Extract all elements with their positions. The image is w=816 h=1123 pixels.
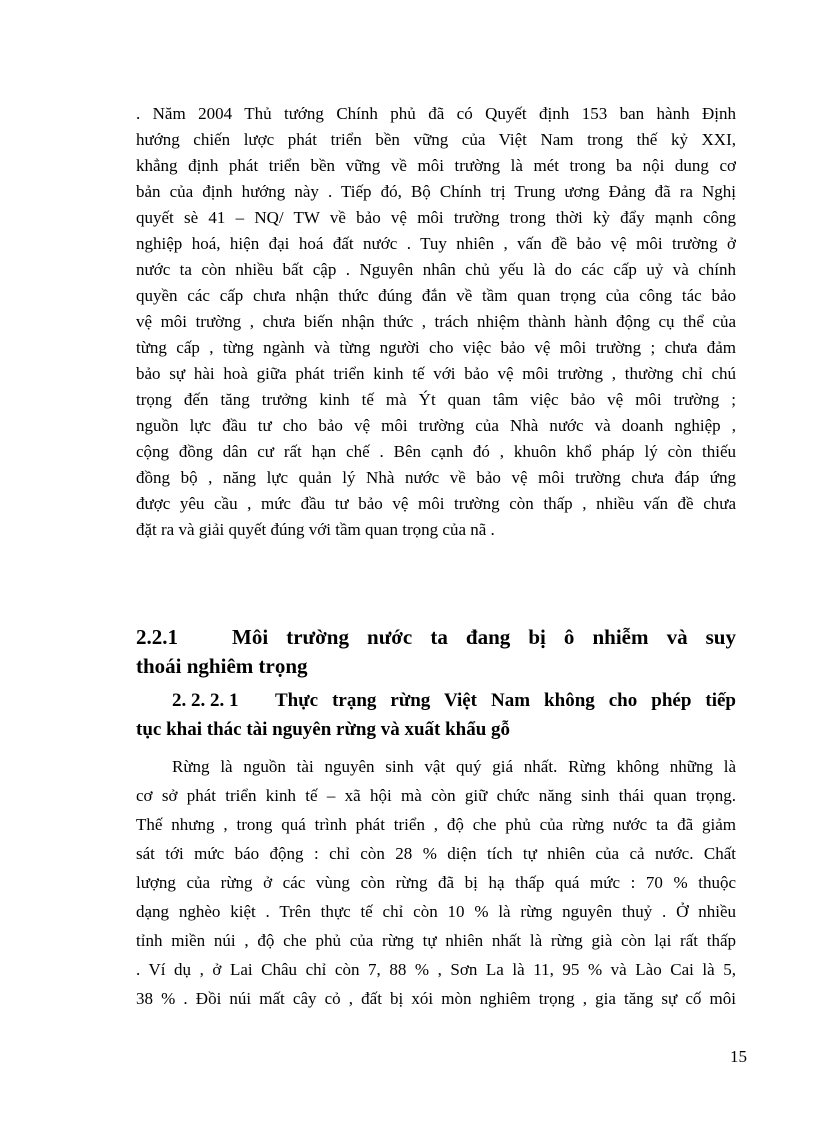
- text-line: đồng bộ , năng lực quản lý Nhà nước về bảo vệ môi trường chưa đáp ứng: [136, 468, 736, 487]
- text-line: được yêu cầu , mức đầu tư bảo vệ môi trường còn thấp , nhiều vấn đề chưa: [136, 494, 736, 513]
- text-line: nghiệp hoá, hiện đại hoá đất nước . Tuy nhiên , vấn đề bảo vệ môi trường ở: [136, 234, 736, 253]
- subsection-heading-2-2-2-1: [136, 686, 736, 744]
- text-line: tỉnh miền núi , độ che phủ của rừng tự nhiên nhất là rừng già còn lại rất thấp: [136, 931, 736, 950]
- text-line: sát tới mức báo động : chỉ còn 28 % diện tích tự nhiên của cả nước. Chất: [136, 844, 736, 863]
- subsection-title-line-1: Thực trạng rừng Việt Nam không cho phép tiếp: [275, 690, 736, 711]
- text-line: đặt ra và giải quyết đúng với tầm quan trọng của nã .: [136, 520, 495, 539]
- section-number: 2.2.1: [136, 625, 178, 649]
- subsection-number: 2. 2. 2. 1: [172, 690, 239, 711]
- text-line: từng cấp , từng ngành và từng người cho việc bảo vệ môi trường ; chưa đảm: [136, 338, 736, 357]
- text-line: quyền các cấp chưa nhận thức đúng đắn về tầm quan trọng của công tác bảo: [136, 286, 736, 305]
- text-line: . Ví dụ , ở Lai Châu chỉ còn 7, 88 % , Sơn La là 11, 95 % và Lào Cai là 5,: [136, 960, 736, 979]
- text-line: dạng nghèo kiệt . Trên thực tế chỉ còn 10 % là rừng nguyên thuỷ . Ở nhiều: [136, 902, 736, 921]
- text-line: vệ môi trường , chưa biến nhận thức , trách nhiệm thành hành động cụ thể của: [136, 312, 736, 331]
- text-line: 38 % . Đồi núi mất cây cỏ , đất bị xói mòn nghiêm trọng , gia tăng sự cố môi: [136, 989, 736, 1008]
- text-line: Thế nhưng , trong quá trình phát triển , độ che phủ của rừng nước ta đã giảm: [136, 815, 736, 834]
- text-line: khẳng định phát triển bền vững về môi trường là mét trong ba nội dung cơ: [136, 156, 736, 175]
- text-line: lượng của rừng ở các vùng còn rừng đã bị hạ thấp quá mức : 70 % thuộc: [136, 873, 736, 892]
- text-line: cơ sở phát triển kinh tế – xã hội mà còn giữ chức năng sinh thái quan trọng.: [136, 786, 736, 805]
- text-line: trọng đến tăng trưởng kinh tế mà Ýt quan tâm việc bảo vệ môi trường ;: [136, 390, 736, 409]
- text-line: hướng chiến lược phát triển bền vững của Việt Nam trong thế kỷ XXI,: [136, 130, 736, 149]
- text-line: bảo sự hài hoà giữa phát triển kinh tế với bảo vệ môi trường , thường chỉ chú: [136, 364, 736, 383]
- page-number: 15: [730, 1047, 747, 1066]
- text-line: nước ta còn nhiều bất cập . Nguyên nhân chủ yếu là do các cấp uỷ và chính: [136, 260, 736, 279]
- text-line: bản của định hướng này . Tiếp đó, Bộ Chính trị Trung ương Đảng đã ra Nghị: [136, 182, 736, 201]
- section-title-line-2: thoái nghiêm trọng: [136, 654, 308, 678]
- section-heading-2-2-1: [136, 623, 736, 681]
- text-line: nguồn lực đầu tư cho bảo vệ môi trường của Nhà nước và doanh nghiệp ,: [136, 416, 736, 435]
- text-line: Rừng là nguồn tài nguyên sinh vật quý giá nhất. Rừng không những là: [172, 757, 736, 776]
- subsection-title-line-2: tục khai thác tài nguyên rừng và xuất khẩu gỗ: [136, 719, 511, 740]
- text-line: cộng đồng dân cư rất hạn chế . Bên cạnh đó , khuôn khổ pháp lý còn thiếu: [136, 442, 736, 461]
- text-line: . Năm 2004 Thủ tướng Chính phủ đã có Quyết định 153 ban hành Định: [136, 104, 736, 123]
- text-line: quyết sè 41 – NQ/ TW về bảo vệ môi trường trong thời kỳ đẩy mạnh công: [136, 208, 736, 227]
- paragraph-forest-status: [136, 752, 736, 1013]
- paragraph-environment-policy: [136, 101, 736, 543]
- section-title-line-1: Môi trường nước ta đang bị ô nhiễm và suy: [232, 625, 736, 649]
